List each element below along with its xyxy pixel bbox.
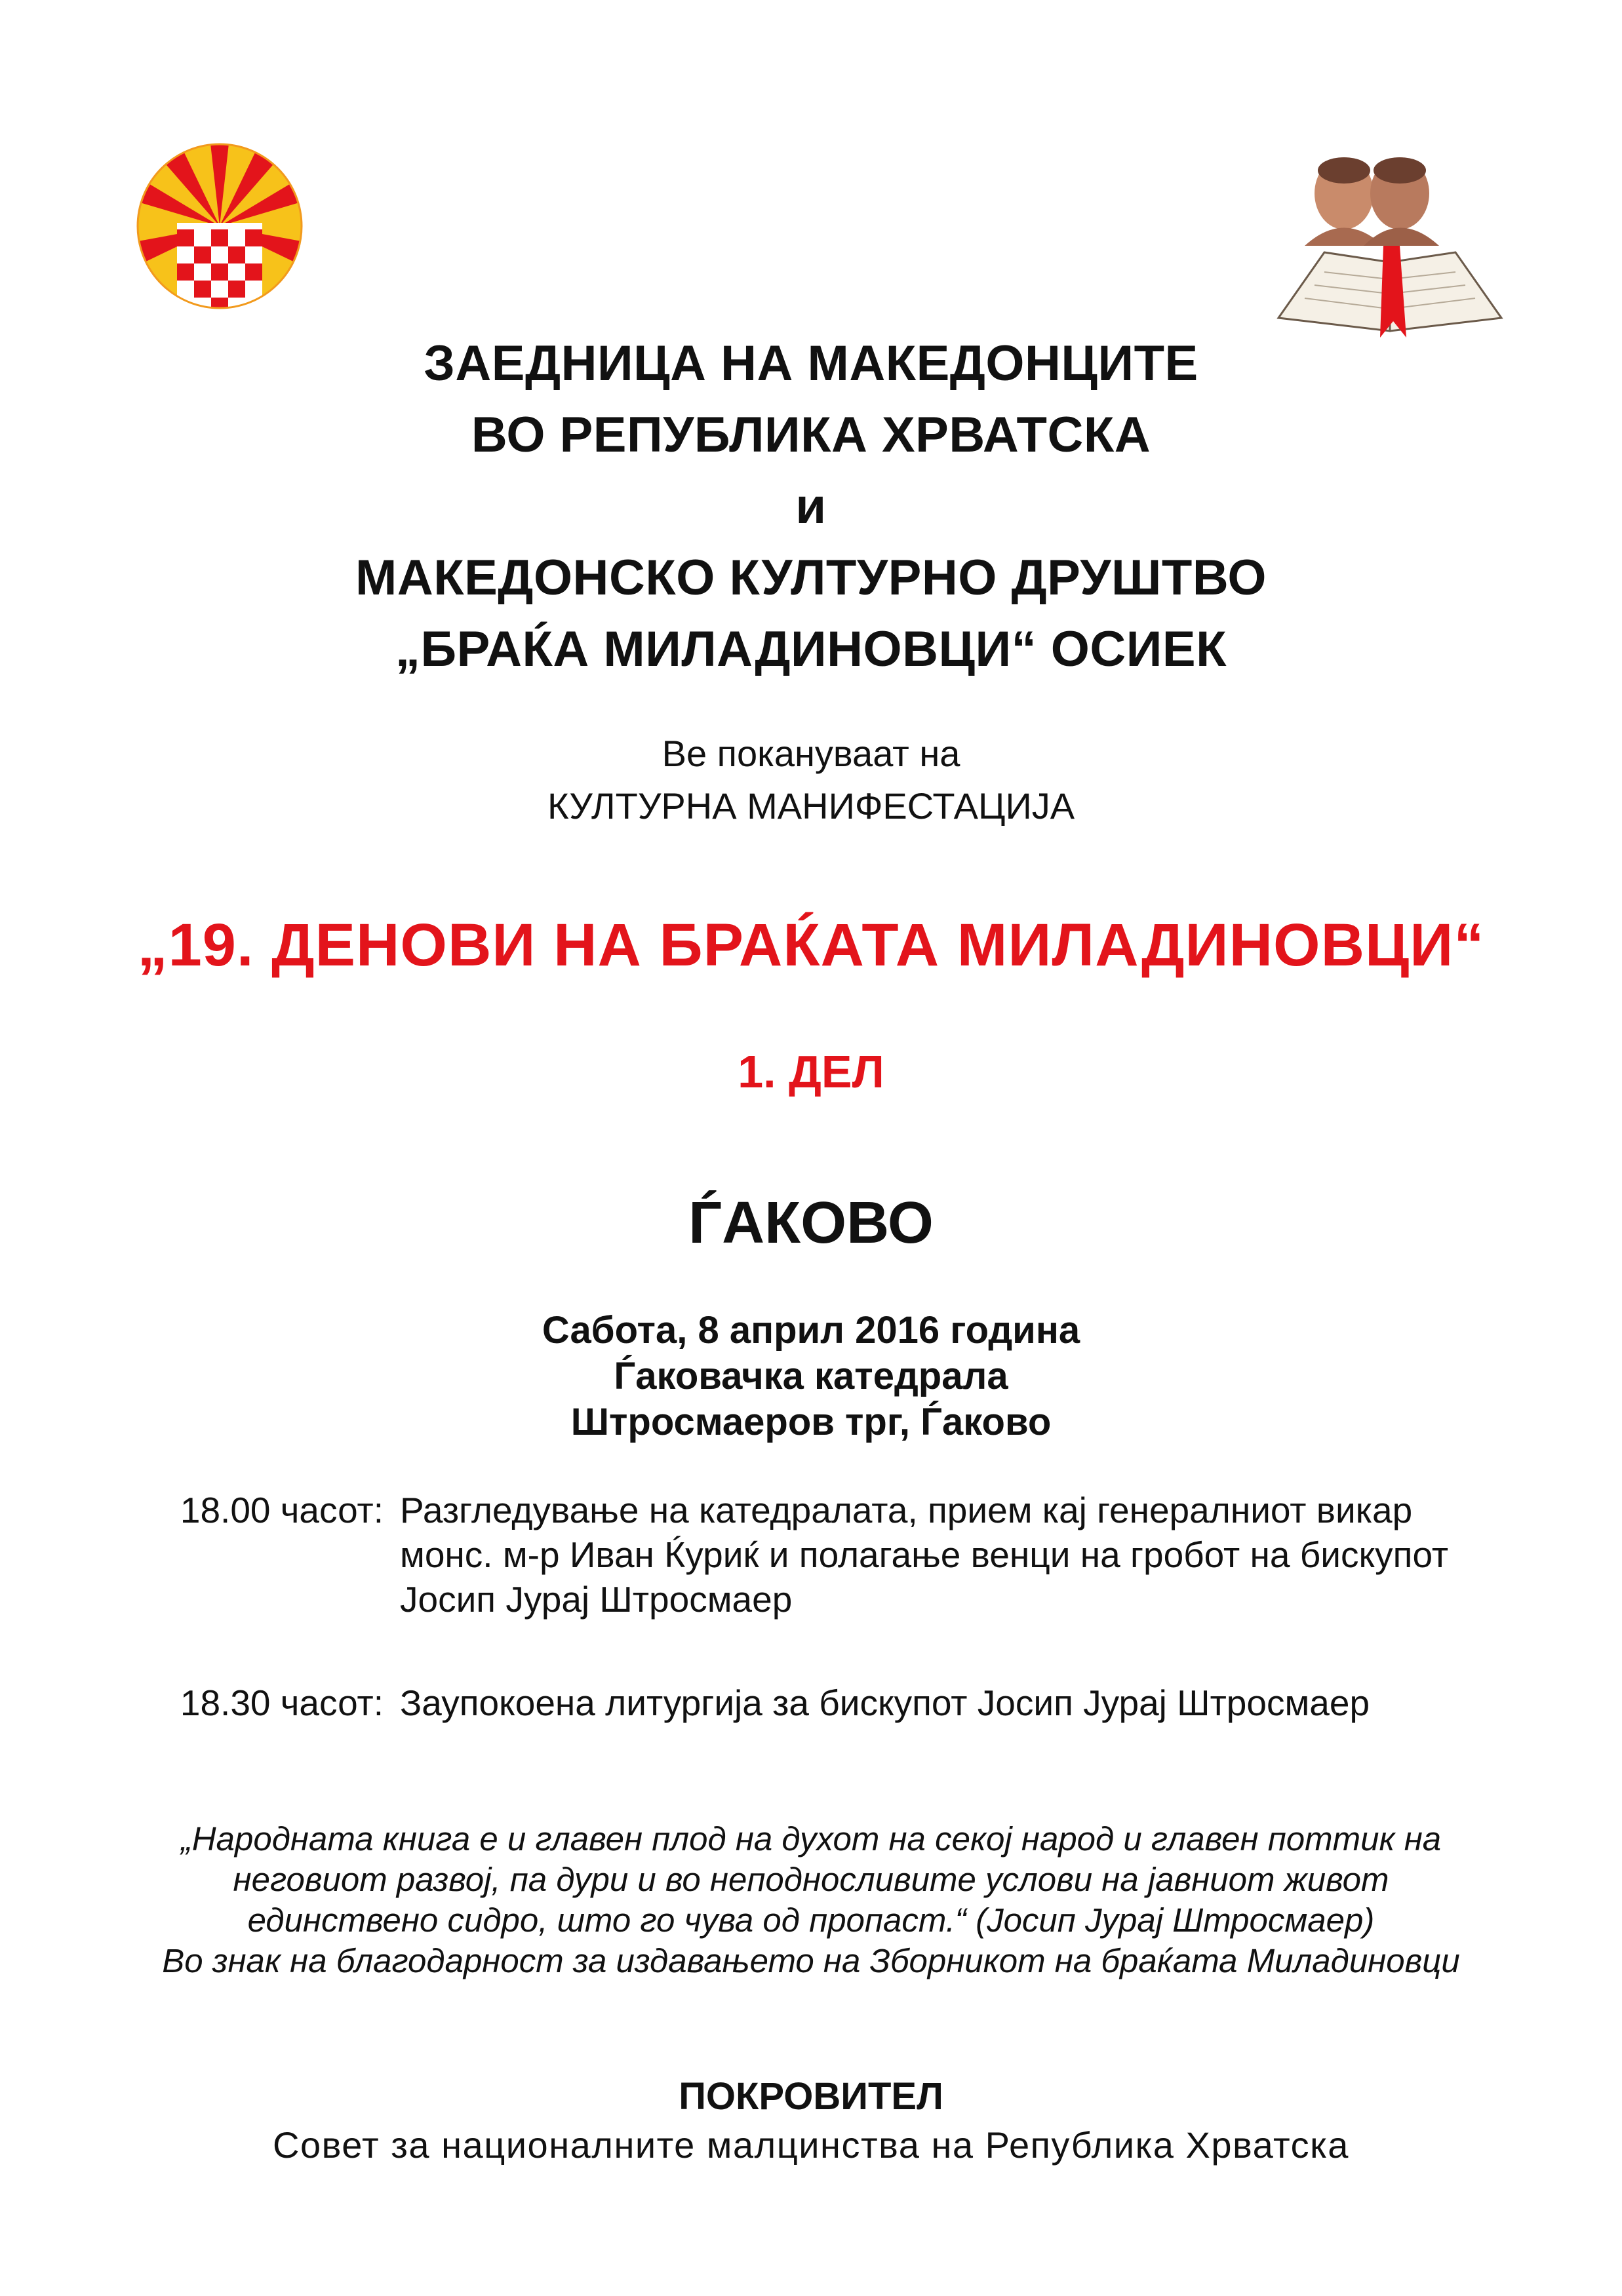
organizer-line-1: ЗАЕДНИЦА НА МАКЕДОНЦИТЕ — [424, 336, 1198, 391]
event-part: 1. ДЕЛ — [738, 1046, 884, 1097]
quote-block — [0, 1819, 1622, 1981]
patron-name: Совет за националните малцинства на Република Хрватска — [273, 2124, 1349, 2166]
schedule-row — [131, 1681, 1508, 1725]
organizer-conjunction: и — [795, 478, 827, 534]
brothers-book-logo — [1265, 147, 1514, 338]
quote-line-1: „Народната книга е и главен плод на духот на секој народ и главен поттик на — [180, 1820, 1442, 1858]
event-address: Штросмаеров трг, Ѓаково — [570, 1401, 1052, 1443]
quote-line-4: Во знак на благодарност за издавањето на Зборникот на браќата Миладиновци — [162, 1942, 1460, 1979]
quote-line-2: неговиот развој, па дури и во неподносливите услови на јавниот живот — [233, 1861, 1389, 1898]
busts-icon — [1305, 157, 1439, 246]
event-details — [0, 1308, 1622, 1445]
event-title: „19. ДЕНОВИ НА БРАЌАТА МИЛАДИНОВЦИ“ — [137, 912, 1485, 979]
schedule-time: 18.00 часот: — [180, 1490, 384, 1530]
event-city: ЃАКОВО — [688, 1190, 934, 1256]
patron-label: ПОКРОВИТЕЛ — [679, 2075, 943, 2118]
organizer-line-3: МАКЕДОНСКО КУЛТУРНО ДРУШТВО — [355, 550, 1267, 606]
invitation-block — [0, 728, 1622, 832]
invitation-line-2: КУЛТУРНА МАНИФЕСТАЦИЈА — [547, 785, 1075, 827]
organizer-line-4: „БРАЌА МИЛАДИНОВЦИ“ ОСИЕК — [395, 621, 1227, 677]
sun-checkerboard-logo — [131, 138, 308, 315]
organizers-block — [0, 328, 1622, 685]
schedule-row — [131, 1488, 1508, 1622]
quote-line-3: единствено сидро, што го чува од пропаст.“ (Јосип Јурај Штросмаер) — [247, 1901, 1375, 1939]
invitation-line-1: Ве покануваат на — [662, 733, 960, 774]
schedule-text: Заупокоена литургија за бискупот Јосип Јурај Штросмаер — [400, 1683, 1370, 1723]
organizer-line-2: ВО РЕПУБЛИКА ХРВАТСКА — [471, 407, 1151, 463]
event-date: Сабота, 8 април 2016 година — [542, 1309, 1080, 1352]
event-venue: Ѓаковачка катедрала — [614, 1355, 1008, 1397]
schedule-text: Разгледување на катедралата, прием кај генералниот викар монс. м-р Иван Ќуриќ и полагање венци на гробот на бискупот Јосип Јурај Штросмаер — [400, 1490, 1449, 1620]
schedule-time: 18.30 часот: — [180, 1683, 384, 1723]
schedule — [131, 1488, 1508, 1784]
